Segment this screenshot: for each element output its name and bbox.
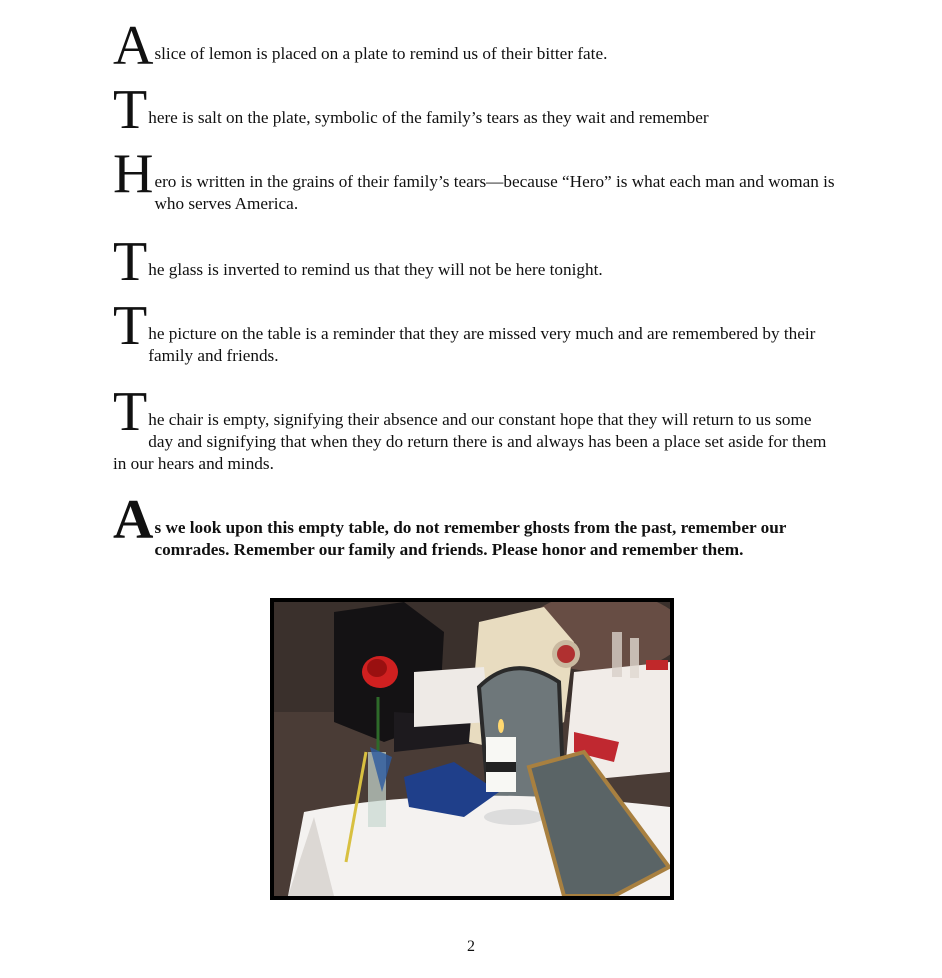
drop-cap: T bbox=[113, 79, 147, 141]
paragraph-glass bbox=[113, 231, 835, 293]
paragraph-text: he picture on the table is a reminder that they are missed very much and are remembered by their family and friends. bbox=[148, 324, 816, 365]
paragraph-text: he glass is inverted to remind us that they will not be here tonight. bbox=[148, 260, 603, 279]
paragraph-lemon bbox=[113, 15, 835, 77]
drop-cap: T bbox=[113, 381, 147, 443]
paragraph-text: ero is written in the grains of their family’s tears—because “Hero” is what each man and woman is who serves America. bbox=[154, 172, 835, 213]
paragraph-salt bbox=[113, 79, 835, 141]
paragraph-text: here is salt on the plate, symbolic of the family’s tears as they wait and remember bbox=[148, 108, 709, 127]
drop-cap: H bbox=[113, 143, 153, 205]
paragraph-text: slice of lemon is placed on a plate to remind us of their bitter fate. bbox=[154, 44, 608, 63]
paragraph-text: he chair is empty, signifying their absence and our constant hope that they will return to us some day and signifying that when they do return there is and always has been a place set aside for them in our hears and minds. bbox=[113, 410, 827, 473]
paragraph-hero bbox=[113, 143, 835, 215]
table-setting-photo bbox=[270, 598, 674, 900]
drop-cap: T bbox=[113, 295, 147, 357]
paragraph-closing bbox=[113, 489, 835, 561]
paragraph-picture bbox=[113, 295, 835, 367]
page-number: 2 bbox=[467, 938, 475, 955]
drop-cap: T bbox=[113, 231, 147, 293]
paragraph-text: s we look upon this empty table, do not remember ghosts from the past, remember our comrades. Remember our family and friends. Please honor and remember them. bbox=[154, 518, 787, 559]
drop-cap: A bbox=[113, 15, 153, 77]
paragraph-chair bbox=[113, 381, 835, 475]
drop-cap: A bbox=[113, 489, 153, 551]
photo-illustration-icon bbox=[274, 602, 670, 896]
